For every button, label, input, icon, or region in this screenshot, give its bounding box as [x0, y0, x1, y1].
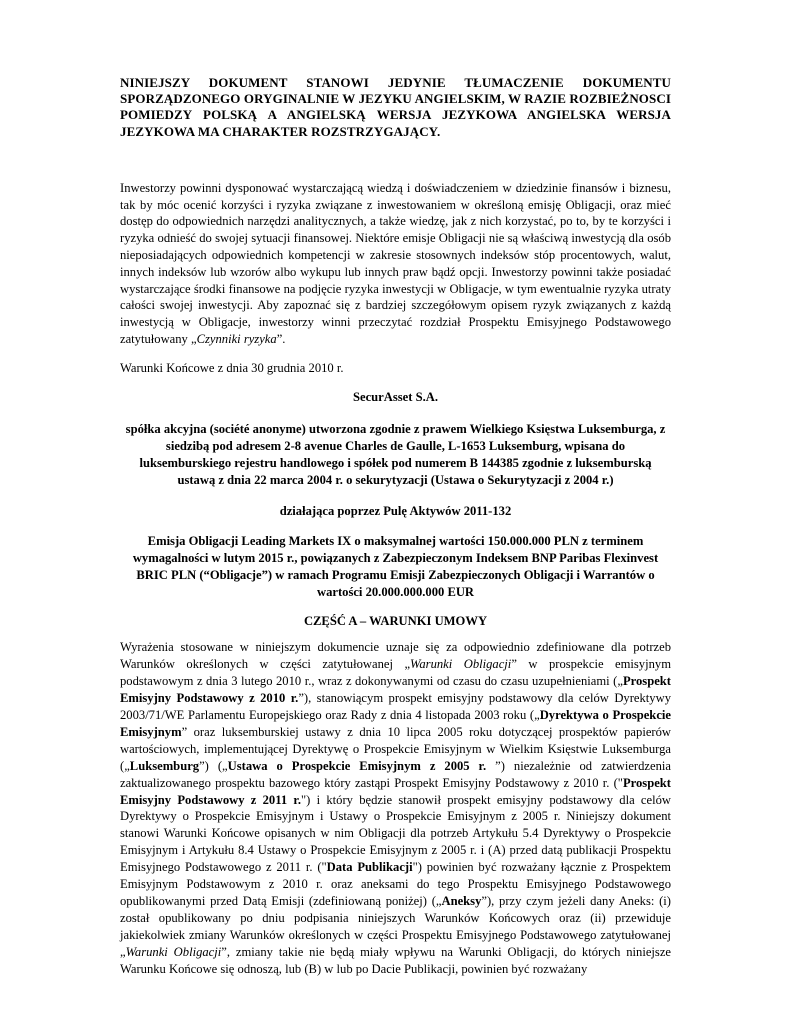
body-bold-4: Ustawa o Prospekcie Emisyjnym z 2005 r.: [227, 758, 487, 773]
final-terms-date: Warunki Końcowe z dnia 30 grudnia 2010 r.: [120, 360, 344, 375]
body-text-6: ”) niezależnie od zatwierdzenia zaktualizowanego prospektu bazowego który zastąpi Prospekt Emisyjny Podstawowy z 2010 r. (": [120, 758, 671, 790]
body-italic-1: Warunki Obligacji: [410, 657, 512, 672]
body-text-8: ") powinien być rozważany łącznie z Prospektem Emisyjnym Podstawowym z 2010 r. oraz aneksami do tego Prospektu Emisyjnego Podstawowego opublikowanymi przed Datą Emisji (zdefiniowaną poniżej) („: [120, 860, 671, 908]
body-text-3: ”), stanowiącym prospekt emisyjny podstawowy dla celów Dyrektywy 2003/71/WE Parlamentu Europejskiego oraz Rady z dnia 4 listopada 2003 roku („: [120, 691, 671, 722]
body-text-1: Wyrażenia stosowane w niniejszym dokumencie uznaje się za odpowiednio zdefiniowane dla potrzeb Warunków określonych w części zatytułowanej „: [120, 640, 671, 672]
body-text-9: ”), przy czym jeżeli dany Aneks: (i) został opublikowany po dniu podpisania niniejszych Warunków Końcowych oraz (ii) przewiduje jakiekolwiek zmiany Warunków określonych w części Prospektu Emisyjnego Podstawowego zatytułowanej „: [120, 893, 671, 959]
body-text-5: ”) („: [199, 758, 228, 773]
body-italic-2: Warunki Obligacji: [125, 944, 222, 959]
translation-disclaimer: NINIEJSZY DOKUMENT STANOWI JEDYNIE TŁUMACZENIE DOKUMENTU SPORZĄDZONEGO ORYGINALNIE W JEZYKU ANGIELSKIM, W RAZIE ROZBIEŻNOSCI POMIEDZY POLSKĄ A ANGIELSKĄ WERSJA JEZYKOWA ANGIELSKA WERSJA JEZYKOWA MA CHARAKTER ROZSTRZYGAJĄCY.: [120, 75, 671, 139]
body-text-2: ” w prospekcie emisyjnym podstawowym z dnia 3 lutego 2010 r., wraz z dokonywanymi od czasu do czasu uzupełnieniami („: [120, 657, 671, 689]
contract-terms-paragraph: [120, 639, 671, 977]
issue-description: Emisja Obligacji Leading Markets IX o maksymalnej wartości 150.000.000 PLN z terminem wymagalności w lutym 2015 r., powiązanych z Zabezpieczonym Indeksem BNP Paribas Flexinvest BRIC PLN (“Obligacje”) w ramach Programu Emisji Zabezpieczonych Obligacji i Warrantów o wartości 20.000.000.000 EUR: [132, 534, 659, 599]
investor-warning-text: Inwestorzy powinni dysponować wystarczającą wiedzą i doświadczeniem w dziedzinie finansów i biznesu, tak by móc ocenić korzyści i ryzyka związane z inwestowaniem w określoną emisję Obligacji, oraz mieć dostęp do odpowiednich narzędzi analitycznych, a także wiedzę, jak z nich korzystać, po to, by te korzyści i ryzyka odnieść do swojej sytuacji finansowej. Niektóre emisje Obligacji nie są właściwą inwestycją dla osób nieposiadających odpowiednich kompetencji w zakresie stosownych indeksów stóp procentowych, walut, innych indeksów lub wzorów albo wykupu lub innych praw bądź opcji. Inwestorzy powinni także posiadać wystarczające środki finansowe na podjęcie ryzyka inwestycji w Obligacje, w tym ewentualnie ryzyka utraty całości swojej inwestycji. Aby zapoznać się z bardziej szczegółowym opisem ryzyk związanych z każdą inwestycją w Obligacje, inwestorzy winni przeczytać rozdział Prospektu Emisyjnego Podstawowego zatytułowany „: [120, 180, 671, 346]
risk-factors-title: Czynniki ryzyka: [196, 331, 277, 346]
company-name: SecurAsset S.A.: [352, 389, 438, 404]
body-text-4: ” oraz luksemburskiej ustawy z dnia 10 lipca 2005 roku dotyczącej prospektów papierów wartościowych, implementującej Dyrektywę o Prospekcie Emisyjnym w Wielkim Księstwie Luksemburga („: [120, 724, 671, 773]
investor-warning-paragraph: [120, 180, 671, 348]
body-text-7: ") i który będzie stanowił prospekt emisyjny podstawowy dla celów Dyrektywy o Prospekcie Emisyjnym i Ustawy o Prospekcie Emisyjnym z 2005 r. Niniejszy dokument stanowi Warunki Końcowe opisanych w nim Obligacji dla potrzeb Artykułu 5.4 Dyrektywy o Prospekcie Emisyjnym i Artykułu 8.4 Ustawy o Prospekcie Emisyjnym z 2005 r. i (A) przed datą publikacji Prospektu Emisyjnego Podstawowego z 2011 r. (": [120, 792, 671, 875]
investor-warning-end: ”.: [276, 331, 286, 346]
body-bold-5: Prospekt Emisyjny Podstawowy z 2011 r.: [120, 775, 671, 807]
company-description: spółka akcyjna (société anonyme) utworzona zgodnie z prawem Wielkiego Księstwa Luksemburga, z siedzibą pod adresem 2-8 avenue Charles de Gaulle, L-1653 Luksemburg, wpisana do luksemburskiego rejestru handlowego i spółek pod numerem B 144385 zgodnie z luksemburską ustawą z dnia 22 marca 2004 r. o sekurytyzacji (Ustawa o Sekurytyzacji z 2004 r.): [125, 422, 666, 487]
part-title: CZĘŚĆ A – WARUNKI UMOWY: [303, 613, 488, 628]
body-bold-3: Luksemburg: [129, 758, 200, 773]
acting-through: działająca poprzez Pulę Aktywów 2011-132: [279, 503, 512, 518]
body-bold-2: Dyrektywa o Prospekcie Emisyjnym: [120, 707, 671, 739]
body-text-10: ”, zmiany takie nie będą miały wpływu na Warunki Obligacji, do których niniejsze Warunku Końcowe się odnoszą, lub (B) w lub po Dacie Publikacji, powinien być rozważany: [120, 944, 672, 976]
body-bold-6: Data Publikacji: [326, 860, 413, 875]
body-bold-1: Prospekt Emisyjny Podstawowy z 2010 r.: [120, 674, 671, 706]
body-bold-7: Aneksy: [441, 893, 482, 908]
